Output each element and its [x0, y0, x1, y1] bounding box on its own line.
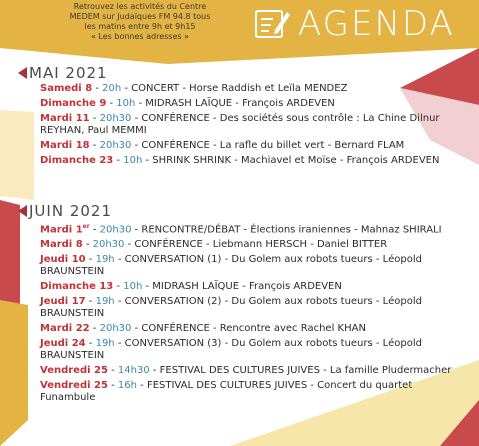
- radio-note: [40, 2, 240, 42]
- red-stripe-left: [0, 200, 20, 305]
- page-title: AGENDA: [298, 4, 455, 44]
- list-item: Dimanche 23 - 10h - SHRINK SHRINK - Machiavel et Moïse - François ARDEVEN: [40, 155, 440, 166]
- list-item: Dimanche 9 - 10h - MIDRASH LAÏQUE - François ARDEVEN: [40, 98, 335, 109]
- pencil-notepad-icon: [253, 6, 293, 42]
- month-heading-may: [18, 64, 108, 82]
- month-label: JUIN 2021: [29, 202, 112, 220]
- month-label: MAI 2021: [29, 64, 108, 82]
- list-item: Mardi 22 - 20h30 - CONFÉRENCE - Rencontre avec Rachel KHAN: [40, 323, 366, 335]
- list-item: Jeudi 10 - 19h - CONVERSATION (1) - Du Golem aux robots tueurs - Léopold BRAUNSTEIN: [40, 254, 422, 278]
- event-list-may: [40, 83, 465, 170]
- list-item: Mardi 8 - 20h30 - CONFÉRENCE - Liebmann HERSCH - Daniel BITTER: [40, 239, 388, 251]
- list-item: Dimanche 13 - 10h - MIDRASH LAÏQUE - François ARDEVEN: [40, 281, 342, 293]
- radio-note-line: « Les bonnes adresses »: [90, 32, 189, 41]
- triangle-marker-icon: [18, 67, 27, 79]
- list-item: Mardi 18 - 20h30 - CONFÉRENCE - La rafle du billet vert - Bernard FLAM: [40, 140, 405, 151]
- list-item: Vendredi 25 - 16h - FESTIVAL DES CULTURES JUIVES - Concert du quartet Funambule: [40, 380, 413, 404]
- list-item: Jeudi 24 - 19h - CONVERSATION (3) - Du Golem aux robots tueurs - Léopold BRAUNSTEIN: [40, 338, 422, 362]
- list-item: Mardi 11 - 20h30 - CONFÉRENCE - Des sociétés sous contrôle : La Chine Dilnur REYHAN, Paul MEMMI: [40, 113, 440, 136]
- triangle-marker-icon: [18, 205, 27, 217]
- yellow-band-left: [0, 110, 34, 200]
- month-heading-june: [18, 202, 112, 220]
- yellow-band-left-lower: [0, 300, 28, 446]
- list-item: Samedi 8 - 20h - CONCERT - Horse Raddish et Leïla MENDEZ: [40, 83, 348, 94]
- list-item: Jeudi 17 - 19h - CONVERSATION (2) - Du Golem aux robots tueurs - Léopold BRAUNSTEIN: [40, 296, 422, 320]
- event-list-june: [40, 221, 465, 407]
- radio-note-line: MEDEM sur Judaïques FM 94.8 tous: [69, 12, 211, 21]
- list-item: Mardi 1er - 20h30 - RENCONTRE/DÉBAT - Élections iraniennes - Mahnaz SHIRALI: [40, 223, 442, 236]
- list-item: Vendredi 25 - 14h30 - FESTIVAL DES CULTURES JUIVES - La famille Pludermacher: [40, 365, 452, 377]
- radio-note-line: les matins entre 9h et 9h15: [84, 22, 196, 31]
- radio-note-line: Retrouvez les activités du Centre: [73, 2, 207, 11]
